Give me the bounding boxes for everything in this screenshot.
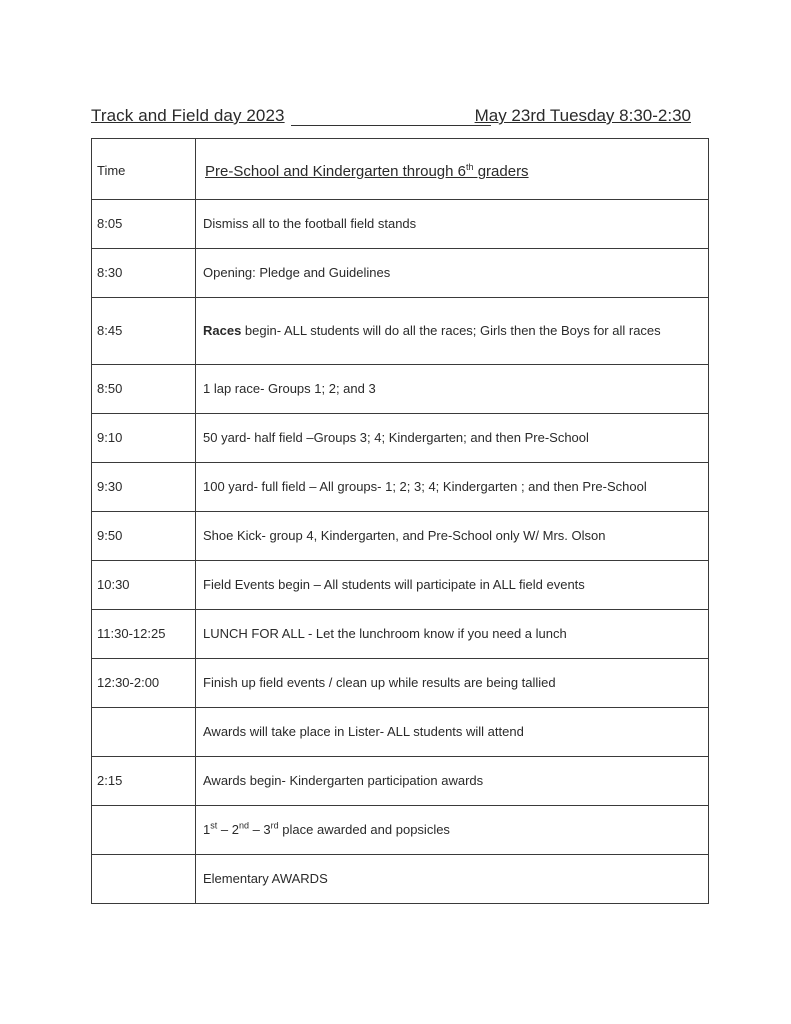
time-cell: [92, 855, 196, 904]
time-cell: 2:15: [92, 757, 196, 806]
event-column-header: [196, 139, 709, 200]
time-column-header: [92, 139, 196, 200]
table-row: [92, 659, 709, 708]
table-row: [92, 200, 709, 249]
event-cell: [196, 806, 709, 855]
event-cell: LUNCH FOR ALL - Let the lunchroom know if you need a lunch: [196, 610, 709, 659]
event-header-sup: th: [466, 162, 474, 172]
table-row: [92, 365, 709, 414]
event-cell: Field Events begin – All students will participate in ALL field events: [196, 561, 709, 610]
event-date: May 23rd Tuesday 8:30-2:30: [474, 106, 691, 125]
time-cell: 11:30-12:25: [92, 610, 196, 659]
event-cell: 1 lap race- Groups 1; 2; and 3: [196, 365, 709, 414]
time-cell: 9:10: [92, 414, 196, 463]
event-header-label: [203, 163, 529, 180]
place-first: 1: [203, 822, 211, 837]
place-third-sup: rd: [270, 820, 279, 831]
event-cell: 50 yard- half field –Groups 3; 4; Kindergarten; and then Pre-School: [196, 414, 709, 463]
event-cell: Awards begin- Kindergarten participation awards: [196, 757, 709, 806]
table-row: [92, 512, 709, 561]
page-header: [91, 106, 691, 130]
time-cell: 12:30-2:00: [92, 659, 196, 708]
time-cell: 8:30: [92, 249, 196, 298]
table-row: [92, 463, 709, 512]
table-row: [92, 249, 709, 298]
table-row: [92, 298, 709, 365]
event-cell: 100 yard- full field – All groups- 1; 2; 3; 4; Kindergarten ; and then Pre-School: [196, 463, 709, 512]
event-header-main: Pre-School and Kindergarten through 6: [205, 163, 467, 180]
table-row: [92, 708, 709, 757]
races-bold-label: Races: [203, 323, 242, 338]
time-header-label: Time: [97, 163, 126, 178]
event-cell: Opening: Pledge and Guidelines: [196, 249, 709, 298]
time-cell: 8:50: [92, 365, 196, 414]
place-second: – 2: [217, 822, 239, 837]
time-cell: 8:45: [92, 298, 196, 365]
event-cell: Shoe Kick- group 4, Kindergarten, and Pre-School only W/ Mrs. Olson: [196, 512, 709, 561]
event-cell: Awards will take place in Lister- ALL students will attend: [196, 708, 709, 757]
event-cell: [196, 298, 709, 365]
time-cell: 8:05: [92, 200, 196, 249]
time-cell: 9:30: [92, 463, 196, 512]
schedule-table: [91, 138, 709, 904]
time-cell: 9:50: [92, 512, 196, 561]
time-cell: [92, 708, 196, 757]
races-description: begin- ALL students will do all the races; Girls then the Boys for all races: [241, 323, 661, 338]
time-cell: 10:30: [92, 561, 196, 610]
event-cell: Finish up field events / clean up while results are being tallied: [196, 659, 709, 708]
table-row: [92, 414, 709, 463]
event-header-tail: graders: [473, 163, 529, 180]
table-row: [92, 806, 709, 855]
table-header-row: [92, 139, 709, 200]
place-tail: place awarded and popsicles: [278, 822, 450, 837]
table-row: [92, 561, 709, 610]
time-cell: [92, 806, 196, 855]
event-cell: Elementary AWARDS: [196, 855, 709, 904]
place-first-sup: st: [210, 820, 218, 831]
header-underline: [291, 125, 491, 126]
table-row: [92, 855, 709, 904]
table-row: [92, 757, 709, 806]
place-third: – 3: [248, 822, 271, 837]
document-title: Track and Field day 2023: [91, 106, 285, 125]
table-row: [92, 610, 709, 659]
place-second-sup: nd: [238, 820, 249, 831]
event-cell: Dismiss all to the football field stands: [196, 200, 709, 249]
